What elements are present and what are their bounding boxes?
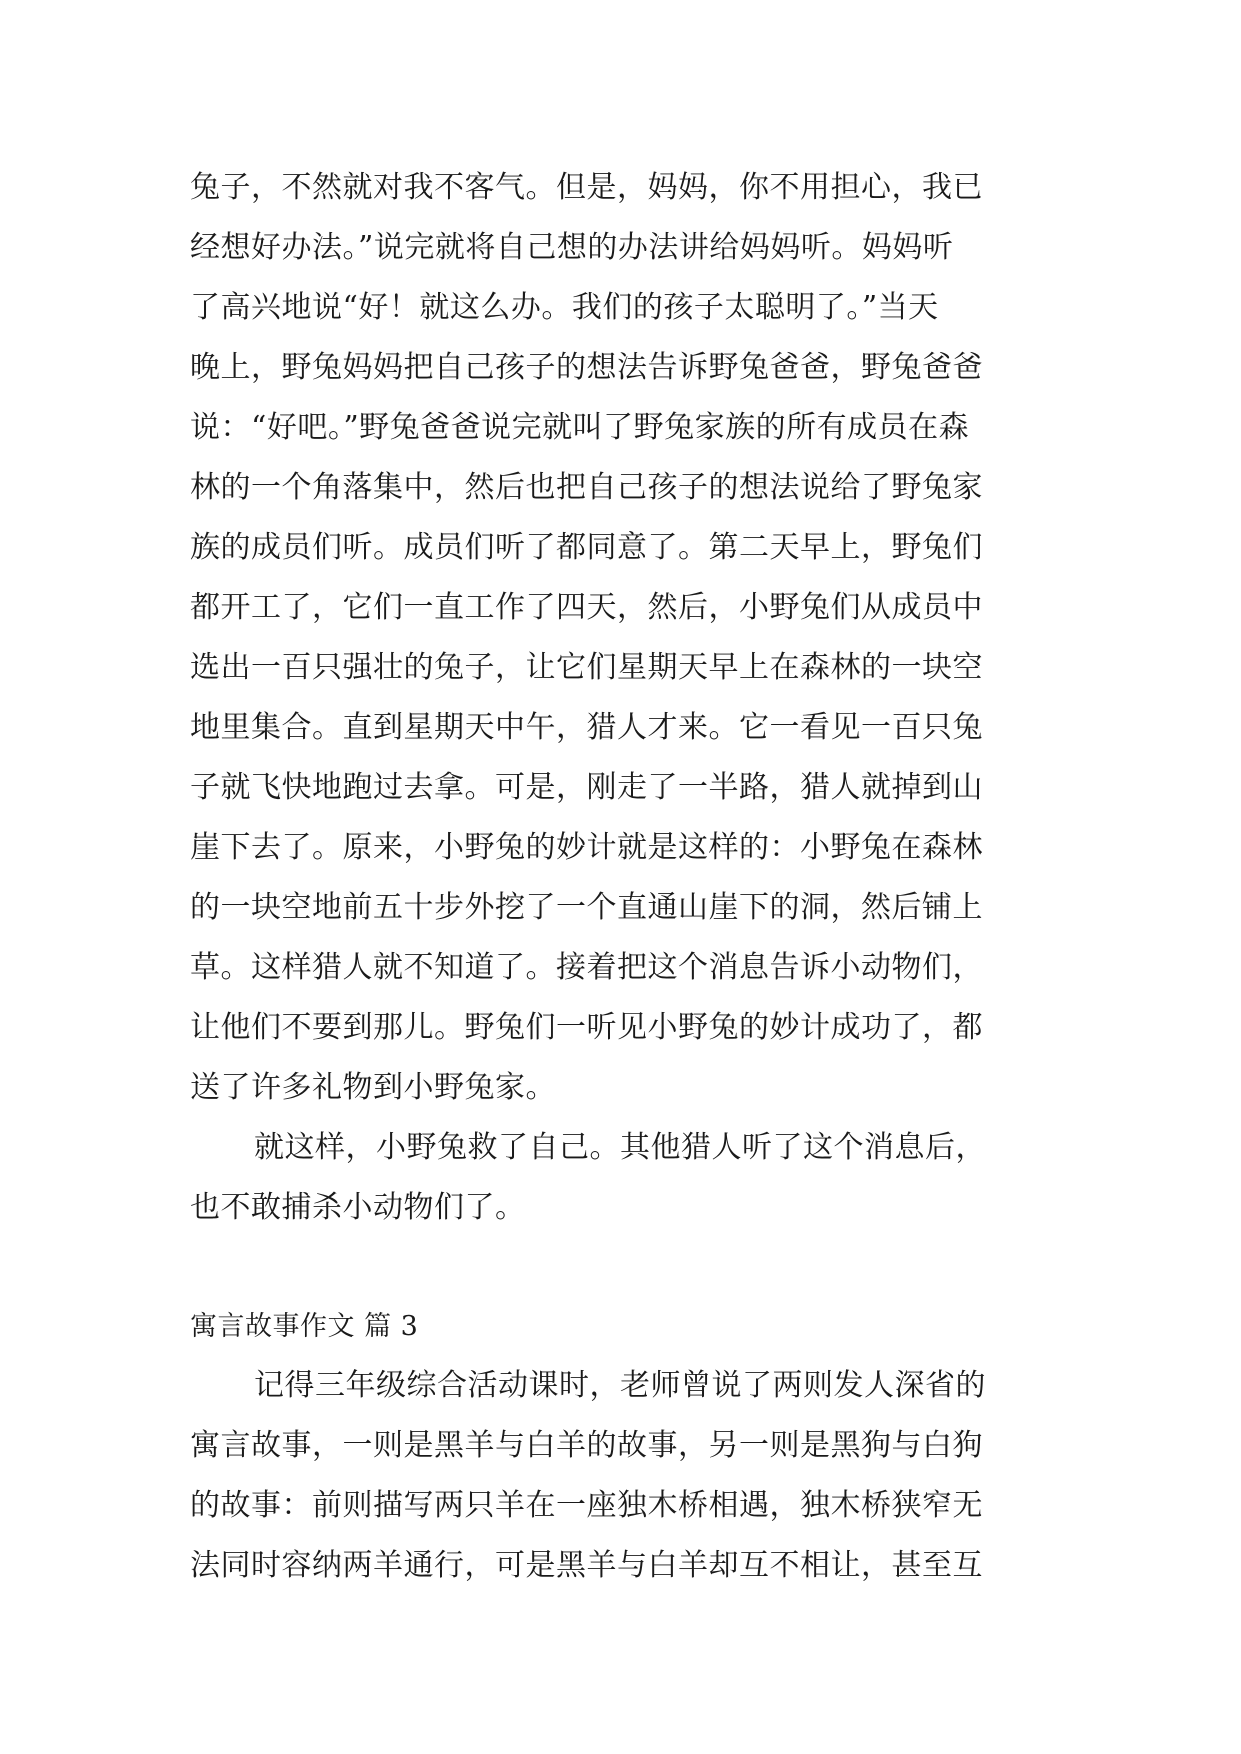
text-line: 说：“好吧。”野兔爸爸说完就叫了野兔家族的所有成员在森 (190, 410, 970, 445)
text-line: 寓言故事，一则是黑羊与白羊的故事，另一则是黑狗与白狗 (190, 1428, 983, 1463)
text-line: 都开工了，它们一直工作了四天，然后，小野兔们从成员中 (190, 590, 983, 625)
document-body (190, 158, 1050, 1596)
text-line: 让他们不要到那儿。野兔们一听见小野兔的妙计成功了，都 (190, 1010, 983, 1045)
text-line: 草。这样猎人就不知道了。接着把这个消息告诉小动物们， (190, 950, 983, 985)
text-line: 记得三年级综合活动课时，老师曾说了两则发人深省的 (254, 1368, 986, 1403)
section-heading: 寓言故事作文 篇 3 (190, 1311, 419, 1342)
paragraph-conclusion (190, 1118, 1050, 1238)
text-line: 的一块空地前五十步外挖了一个直通山崖下的洞，然后铺上 (190, 890, 983, 925)
text-line: 了高兴地说“好！就这么办。我们的孩子太聪明了。”当天 (190, 290, 939, 325)
text-line: 林的一个角落集中，然后也把自己孩子的想法说给了野兔家 (190, 470, 983, 505)
text-line: 晚上，野兔妈妈把自己孩子的想法告诉野兔爸爸，野兔爸爸 (190, 350, 983, 385)
text-line: 崖下去了。原来，小野兔的妙计就是这样的：小野兔在森林 (190, 830, 983, 865)
section-spacer (190, 1238, 1050, 1298)
text-line: 送了许多礼物到小野兔家。 (190, 1070, 556, 1105)
text-line: 兔子，不然就对我不客气。但是，妈妈，你不用担心，我已 (190, 170, 983, 205)
paragraph-continued (190, 158, 1050, 1118)
text-line: 地里集合。直到星期天中午，猎人才来。它一看见一百只兔 (190, 710, 983, 745)
text-line: 经想好办法。”说完就将自己想的办法讲给妈妈听。妈妈听 (190, 230, 954, 265)
text-line: 就这样，小野兔救了自己。其他猎人听了这个消息后， (254, 1130, 986, 1165)
text-line: 法同时容纳两羊通行，可是黑羊与白羊却互不相让，甚至互 (190, 1548, 983, 1583)
text-line: 的故事：前则描写两只羊在一座独木桥相遇，独木桥狭窄无 (190, 1488, 983, 1523)
text-line: 选出一百只强壮的兔子，让它们星期天早上在森林的一块空 (190, 650, 983, 685)
paragraph-intro (190, 1356, 1050, 1596)
text-line: 族的成员们听。成员们听了都同意了。第二天早上，野兔们 (190, 530, 983, 565)
text-line: 子就飞快地跑过去拿。可是，刚走了一半路，猎人就掉到山 (190, 770, 983, 805)
text-line: 也不敢捕杀小动物们了。 (190, 1190, 526, 1225)
